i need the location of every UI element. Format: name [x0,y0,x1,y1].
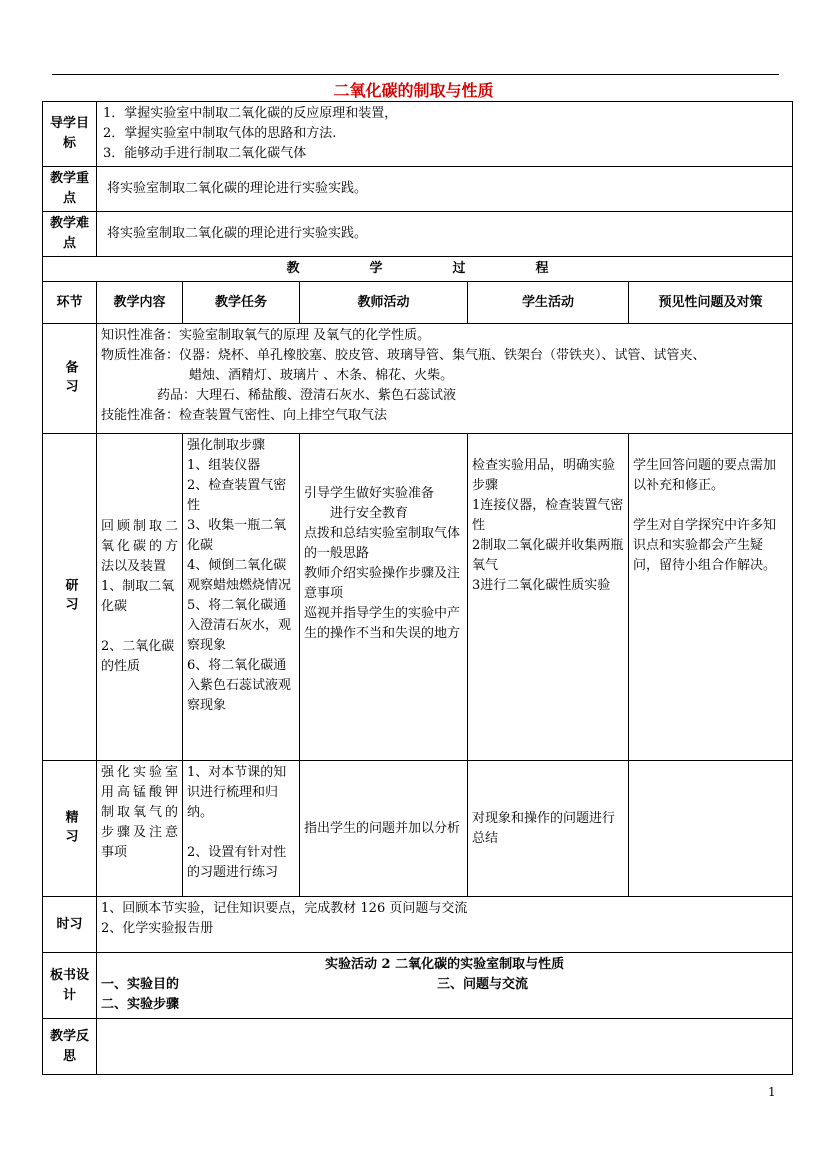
study-task-line: 3、收集一瓶二氧化碳 [187,518,287,553]
study-teacher-line: 点拨和总结实验室制取气体的一般思路 [304,526,461,561]
study-teacher-line: 引导学生做好实验准备 [304,486,435,501]
practice-stage: 时习 [43,897,97,953]
study-student-line: 2制取二氧化碳并收集两瓶氧气 [472,538,624,573]
difficulty-row [43,212,793,257]
difficulty-label: 教学难点 [43,212,97,257]
difficulty-text: 将实验室制取二氧化碳的理论进行实验实践。 [97,212,793,257]
goal-item: 3．能够动手进行制取二氧化碳气体 [103,146,307,161]
study-teacher-line: 进行安全教育 [330,506,409,521]
refine-problems [629,761,793,897]
study-teacher-line: 巡视并指导学生的实验中产生的操作不当和失误的地方 [304,606,461,641]
col-header-problems: 预见性问题及对策 [629,282,793,324]
prep-line: 药品：大理石、稀盐酸、澄清石灰水、紫色石蕊试液 [157,388,457,403]
board-item-3: 三、问题与交流 [437,977,529,992]
refine-task [183,761,300,897]
column-header-row [43,282,793,324]
study-content-line: 回顾制取二氧化碳的方法以及装置 [101,519,178,574]
reflection-row [43,1019,793,1075]
refine-task-line: 2、设置有针对性的习题进行练习 [187,845,287,880]
col-header-teacher: 教师活动 [300,282,468,324]
board-item-2: 二、实验步骤 [101,997,180,1012]
refine-task-line: 1、对本节课的知识进行梳理和归纳。 [187,765,287,820]
col-header-task: 教学任务 [183,282,300,324]
reflection-stage: 教学反思 [43,1019,97,1075]
page-number: 1 [768,1085,776,1099]
study-row [43,434,793,761]
board-row [43,953,793,1019]
study-content [97,434,183,761]
board-heading: 实验活动 2 二氧化碳的实验室制取与性质 [324,957,565,972]
study-student-line: 3进行二氧化碳性质实验 [472,578,611,593]
prep-line: 蜡烛、酒精灯、玻璃片 、木条、棉花、火柴。 [189,368,454,383]
header-rule [52,74,779,75]
refine-row [43,761,793,897]
study-stage: 研习 [43,434,97,761]
prep-line: 技能性准备：检查装置气密性、向上排空气取气法 [101,408,388,423]
study-task-line: 5、将二氧化碳通入澄清石灰水，观察现象 [187,598,292,653]
col-header-stage: 环节 [43,282,97,324]
key-point-text: 将实验室制取二氧化碳的理论进行实验实践。 [97,167,793,212]
study-content-line: 1、制取二氧化碳 [101,579,175,614]
board-stage: 板书设计 [43,953,97,1019]
prep-content [97,324,793,434]
col-header-student: 学生活动 [468,282,629,324]
study-teacher-line: 教师介绍实验操作步骤及注意事项 [304,566,461,601]
study-teacher [300,434,468,761]
goal-item: 2．掌握实验室中制取气体的思路和方法. [103,126,337,141]
board-content [97,953,793,1019]
study-task [183,434,300,761]
practice-line: 1、回顾本节实验，记住知识要点，完成教材 126 页问题与交流 [101,901,468,916]
key-point-row [43,167,793,212]
board-item-1: 一、实验目的 [101,977,180,992]
study-problems [629,434,793,761]
study-student-line: 1连接仪器，检查装置气密性 [472,498,624,533]
prep-row [43,324,793,434]
prep-line: 物质性准备：仪器：烧杯、单孔橡胶塞、胶皮管、玻璃导管、集气瓶、铁架台（带铁夹）、试管、试管夹、 [101,348,706,363]
study-task-line: 2、检查装置气密性 [187,478,287,513]
refine-teacher: 指出学生的问题并加以分析 [300,761,468,897]
prep-line: 知识性准备：实验室制取氧气的原理 及氧气的化学性质。 [101,328,431,343]
reflection-content [97,1019,793,1075]
study-student [468,434,629,761]
goals-list [97,102,793,167]
refine-content: 强化实验室用高锰酸钾制取氧气的步骤及注意事项 [97,761,183,897]
process-title-row [43,257,793,282]
study-problems-line: 学生对自学探究中许多知识点和实验都会产生疑问，留待小组合作解决。 [633,518,777,573]
prep-stage: 备习 [43,324,97,434]
key-point-label: 教学重点 [43,167,97,212]
study-problems-line: 学生回答问题的要点需加以补充和修正。 [633,458,777,493]
study-task-line: 4、倾倒二氧化碳观察蜡烛燃烧情况 [187,558,292,593]
goals-label: 导学目标 [43,102,97,167]
refine-stage: 精习 [43,761,97,897]
col-header-content: 教学内容 [97,282,183,324]
practice-row [43,897,793,953]
page-title: 二氧化碳的制取与性质 [333,81,494,100]
study-task-line: 强化制取步骤 [187,438,266,453]
study-task-line: 6、将二氧化碳通入紫色石蕊试液观察现象 [187,658,292,713]
study-student-line: 检查实验用品，明确实验步骤 [472,458,616,493]
lesson-plan-table [42,101,793,1075]
process-title: 教学过程 [286,261,619,276]
practice-content [97,897,793,953]
study-task-line: 1、组装仪器 [187,458,261,473]
study-content-line: 2、二氧化碳的性质 [101,639,175,674]
goal-item: 1．掌握实验室中制取二氧化碳的反应原理和装置， [103,106,398,121]
refine-student: 对现象和操作的问题进行总结 [468,761,629,897]
goals-row [43,102,793,167]
practice-line: 2、化学实验报告册 [101,921,214,936]
